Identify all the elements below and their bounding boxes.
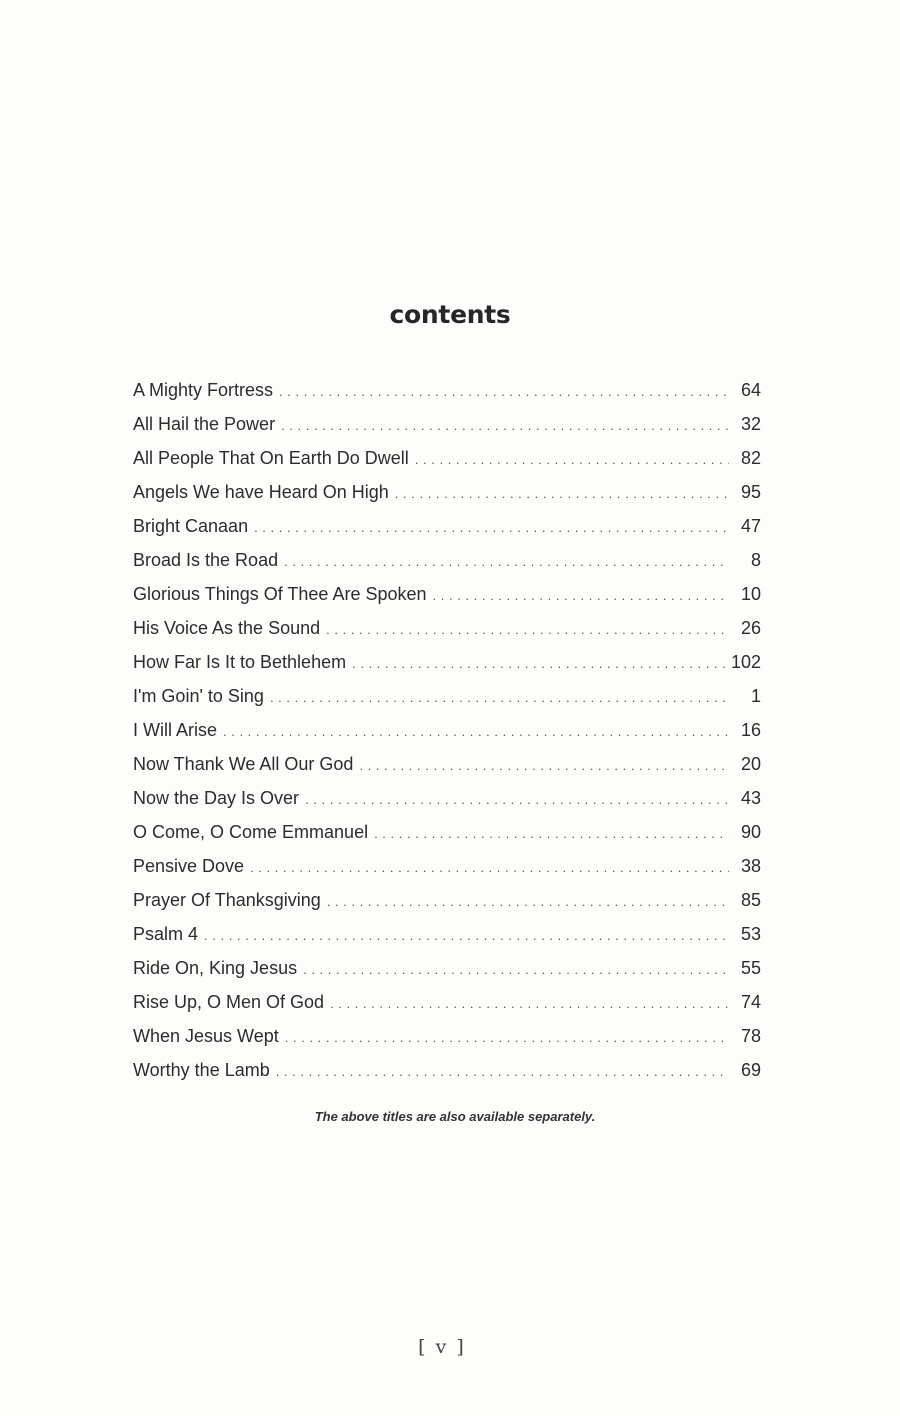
dot-leader: [352, 656, 727, 671]
toc-entry-title: Pensive Dove: [133, 856, 245, 876]
toc-entry-title: I'm Goin' to Sing: [133, 686, 264, 706]
availability-footnote: The above titles are also available separately.: [314, 1109, 596, 1124]
dot-leader: [303, 962, 729, 977]
toc-entry: [133, 754, 761, 788]
toc-entry-page: 90: [740, 822, 761, 842]
toc-entry: [133, 856, 761, 890]
toc-entry-page: 8: [750, 550, 761, 570]
toc-entry: [133, 958, 761, 992]
dot-leader: [254, 520, 729, 535]
toc-entry: [133, 618, 761, 652]
toc-entry: [133, 652, 761, 686]
toc-entry: [133, 992, 761, 1026]
toc-entry: [133, 550, 761, 584]
toc-entry: [133, 1026, 761, 1060]
toc-entry-page: 16: [740, 720, 761, 740]
toc-entry-page: 32: [740, 414, 761, 434]
dot-leader: [223, 724, 729, 739]
toc-entry-title: Now Thank We All Our God: [133, 754, 354, 774]
toc-entry: [133, 924, 761, 958]
toc-entry: [133, 584, 761, 618]
toc-entry-page: 26: [740, 618, 761, 638]
dot-leader: [330, 996, 729, 1011]
toc-entry-page: 53: [740, 924, 761, 944]
dot-leader: [270, 690, 729, 705]
toc-entry-page: 20: [740, 754, 761, 774]
toc-entry-page: 43: [740, 788, 761, 808]
toc-entry: [133, 890, 761, 924]
toc-entry-page: 55: [740, 958, 761, 978]
toc-entry-title: Glorious Things Of Thee Are Spoken: [133, 584, 427, 604]
toc-entry: [133, 414, 761, 448]
toc-entry-title: All Hail the Power: [133, 414, 276, 434]
toc-entry: [133, 788, 761, 822]
toc-entry-page: 82: [740, 448, 761, 468]
toc-entry-page: 85: [740, 890, 761, 910]
page-number: [ v ]: [418, 1336, 466, 1358]
toc-entry-title: I Will Arise: [133, 720, 218, 740]
dot-leader: [281, 418, 729, 433]
dot-leader: [326, 622, 729, 637]
toc-entry: [133, 516, 761, 550]
toc-entry-page: 74: [740, 992, 761, 1012]
toc-entry-title: Prayer Of Thanksgiving: [133, 890, 321, 910]
toc-entry: [133, 686, 761, 720]
dot-leader: [433, 588, 729, 603]
toc-entry: [133, 380, 761, 414]
toc-entry-title: O Come, O Come Emmanuel: [133, 822, 369, 842]
toc-entry-title: Broad Is the Road: [133, 550, 279, 570]
dot-leader: [359, 758, 729, 773]
toc-entry-page: 95: [740, 482, 761, 502]
toc-entry-title: Rise Up, O Men Of God: [133, 992, 325, 1012]
dot-leader: [279, 384, 729, 399]
toc-entry-title: Now the Day Is Over: [133, 788, 300, 808]
dot-leader: [276, 1064, 729, 1079]
dot-leader: [327, 894, 729, 909]
toc-entry-title: Worthy the Lamb: [133, 1060, 270, 1080]
toc-entry-page: 64: [740, 380, 761, 400]
dot-leader: [395, 486, 729, 501]
toc-entry-page: 102: [730, 652, 761, 672]
dot-leader: [250, 860, 729, 875]
toc-entry: [133, 1060, 761, 1094]
toc-entry-page: 47: [740, 516, 761, 536]
toc-entry-page: 1: [750, 686, 761, 706]
toc-entry-page: 10: [740, 584, 761, 604]
dot-leader: [305, 792, 729, 807]
toc-entry-title: How Far Is It to Bethlehem: [133, 652, 347, 672]
toc-entry-page: 38: [740, 856, 761, 876]
dot-leader: [284, 554, 729, 569]
toc-entry: [133, 448, 761, 482]
toc-entry-title: Psalm 4: [133, 924, 199, 944]
toc-entry-title: All People That On Earth Do Dwell: [133, 448, 409, 468]
toc-entry-title: A Mighty Fortress: [133, 380, 274, 400]
toc-entry-page: 78: [740, 1026, 761, 1046]
toc-entry: [133, 822, 761, 856]
toc-entry: [133, 720, 761, 754]
toc-entry-title: Bright Canaan: [133, 516, 249, 536]
toc-entry-page: 69: [740, 1060, 761, 1080]
dot-leader: [204, 928, 729, 943]
toc-entry-title: His Voice As the Sound: [133, 618, 321, 638]
toc-entry: [133, 482, 761, 516]
page-title: contents: [389, 300, 511, 329]
toc-entry-title: When Jesus Wept: [133, 1026, 279, 1046]
dot-leader: [285, 1030, 729, 1045]
toc-entry-title: Angels We have Heard On High: [133, 482, 389, 502]
dot-leader: [415, 452, 729, 467]
dot-leader: [374, 826, 729, 841]
table-of-contents: [133, 380, 761, 1094]
toc-entry-title: Ride On, King Jesus: [133, 958, 298, 978]
